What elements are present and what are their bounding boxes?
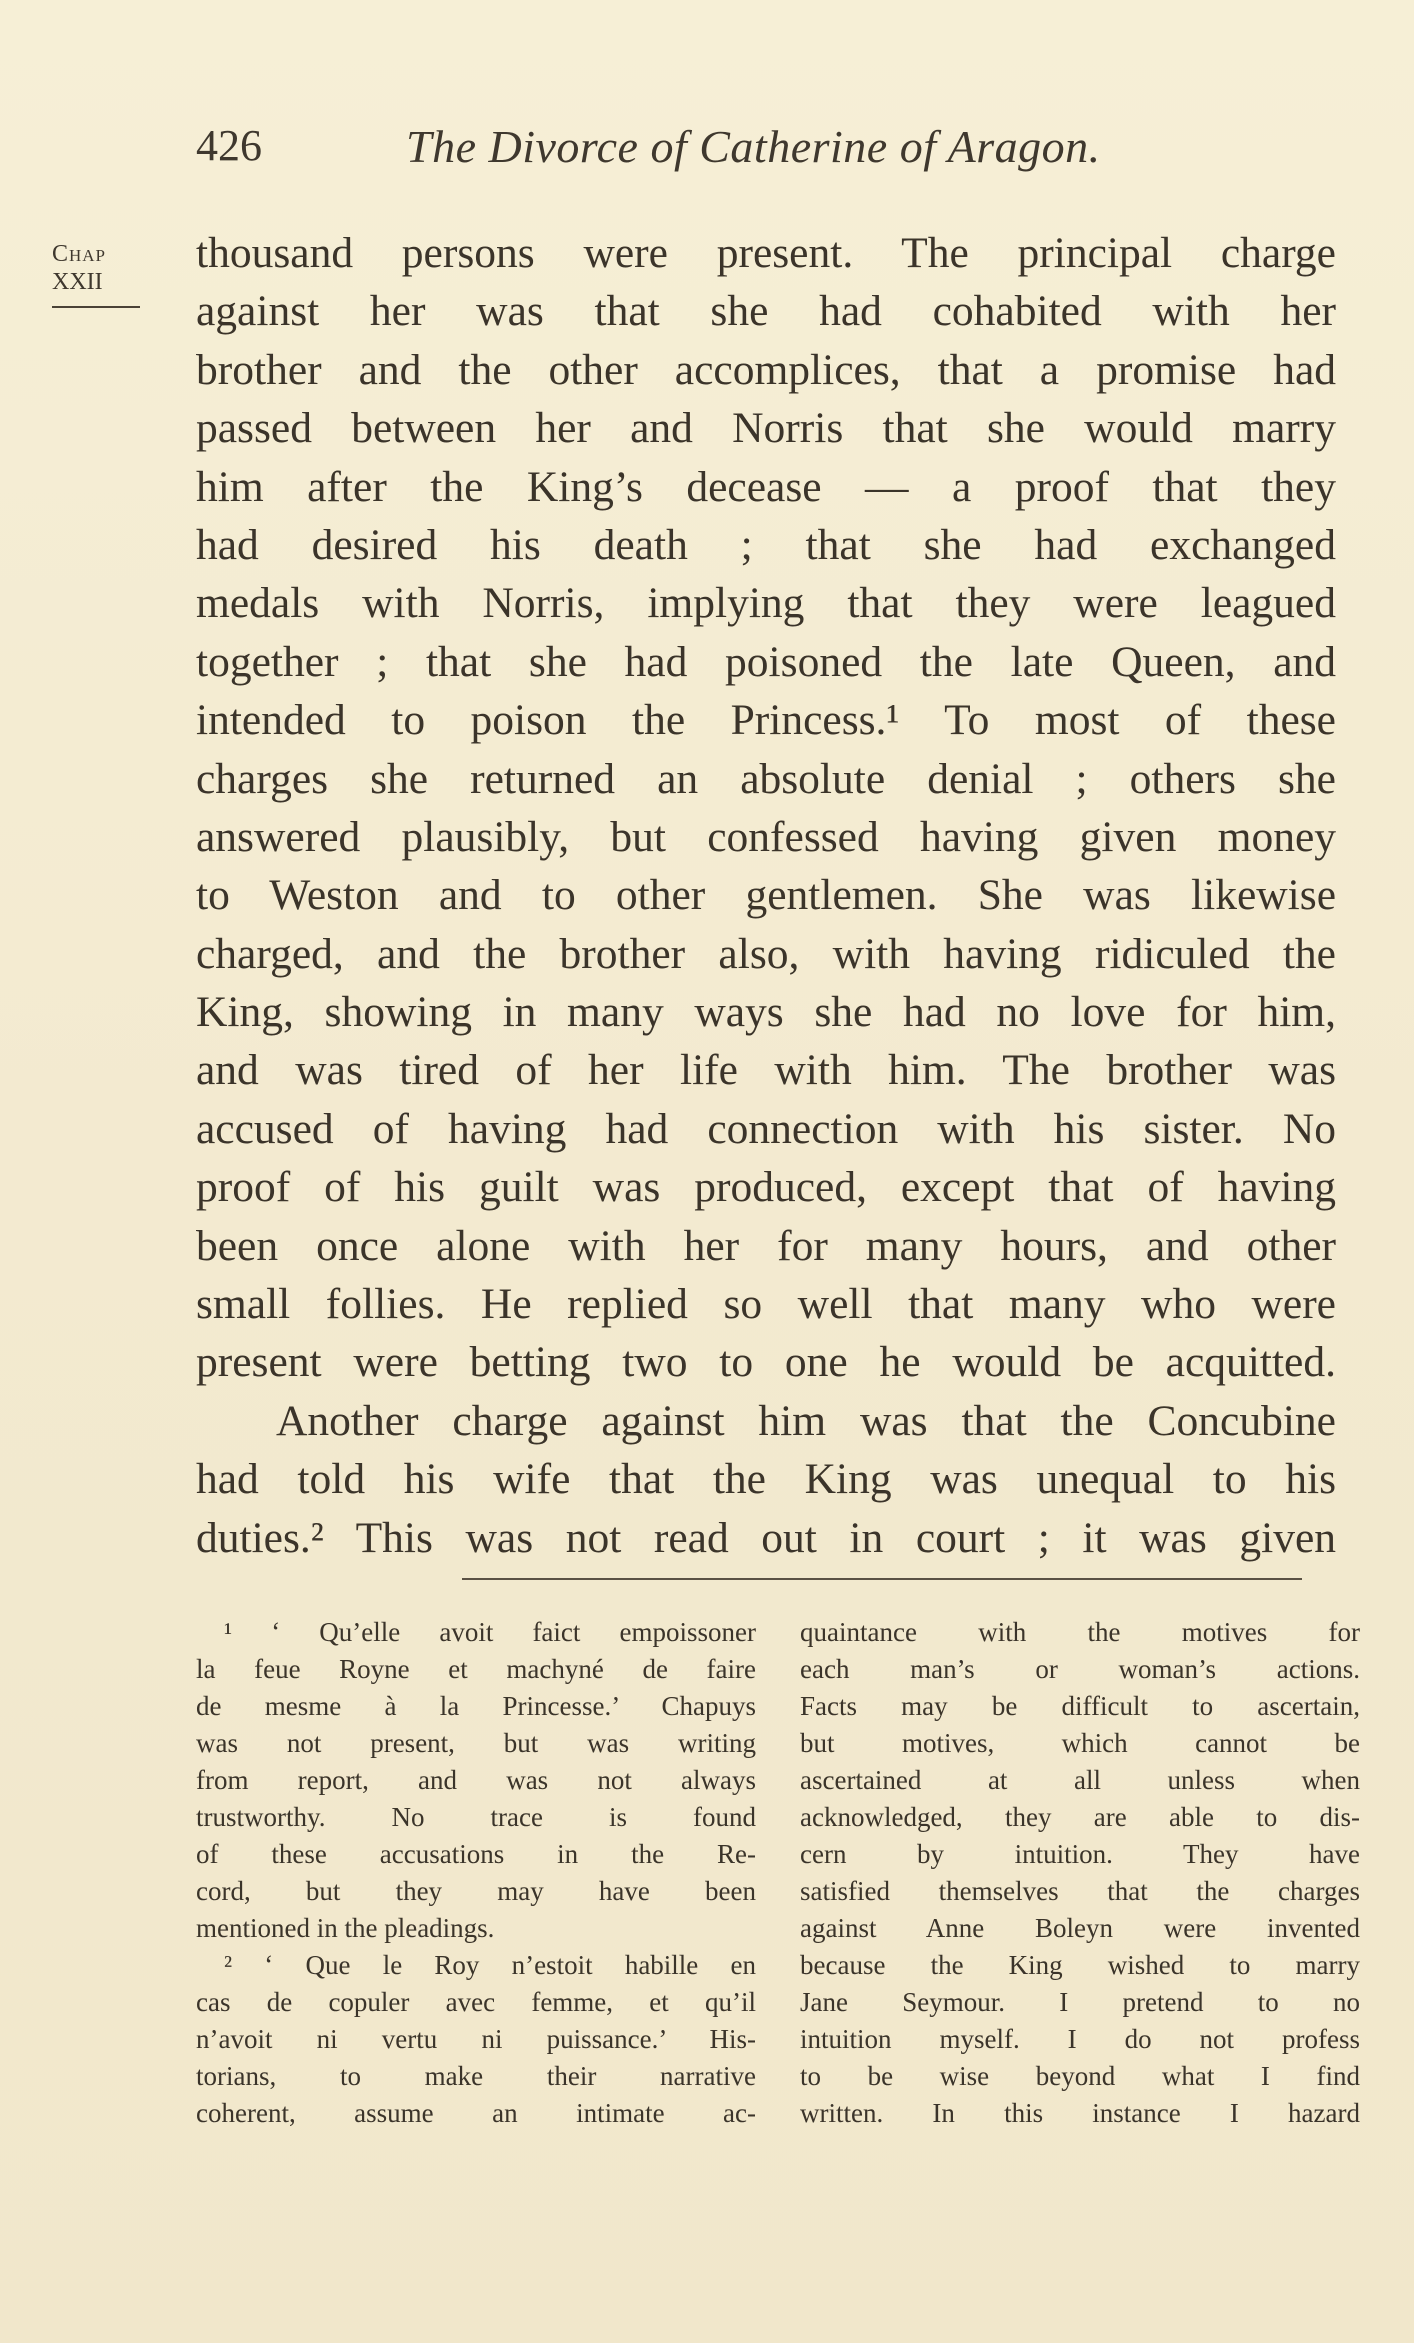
- body-line: King, showing in many ways she had no love for him,: [196, 988, 1336, 1037]
- footnote-line: trustworthy. No trace is found: [196, 1802, 756, 1832]
- footnote-line: each man’s or woman’s actions.: [800, 1654, 1360, 1684]
- footnote-line: n’avoit ni vertu ni puissance.’ His-: [196, 2024, 756, 2054]
- footnote-line: de mesme à la Princesse.’ Chapuys: [196, 1691, 756, 1721]
- footnote-line: against Anne Boleyn were invented: [800, 1913, 1360, 1943]
- footnote-line: ¹ ‘ Qu’elle avoit faict empoissoner: [224, 1617, 756, 1647]
- body-line: him after the King’s decease — a proof that they: [196, 462, 1336, 511]
- footnote-line: la feue Royne et machyné de faire: [196, 1654, 756, 1684]
- footnote-line: quaintance with the motives for: [800, 1617, 1360, 1647]
- chapter-margin-note: [52, 240, 144, 308]
- body-line: brother and the other accomplices, that a promise had: [196, 345, 1336, 394]
- footnote-line: cas de copuler avec femme, et qu’il: [196, 1987, 756, 2017]
- footnote-line: torians, to make their narrative: [196, 2061, 756, 2091]
- footnote-line: cord, but they may have been: [196, 1876, 756, 1906]
- body-line: charged, and the brother also, with having ridiculed the: [196, 929, 1336, 978]
- body-line: medals with Norris, implying that they were leagued: [196, 579, 1336, 628]
- footnote-line: intuition myself. I do not profess: [800, 2024, 1360, 2054]
- body-line: had desired his death ; that she had exchanged: [196, 520, 1336, 569]
- footnote-line: was not present, but was writing: [196, 1728, 756, 1758]
- body-line: been once alone with her for many hours, and other: [196, 1221, 1336, 1270]
- footnote-line: to be wise beyond what I find: [800, 2061, 1360, 2091]
- footnote-line: from report, and was not always: [196, 1765, 756, 1795]
- chapter-number: XXII: [52, 269, 103, 295]
- footnote-line: because the King wished to marry: [800, 1950, 1360, 1980]
- body-line: small follies. He replied so well that many who were: [196, 1280, 1336, 1329]
- body-text: [196, 224, 1336, 1567]
- footnote-line: ascertained at all unless when: [800, 1765, 1360, 1795]
- footnote-line: cern by intuition. They have: [800, 1839, 1360, 1869]
- body-line: to Weston and to other gentlemen. She was likewise: [196, 871, 1336, 920]
- body-line: thousand persons were present. The principal charge: [196, 229, 1336, 277]
- body-line: Another charge against him was that the Concubine: [276, 1396, 1336, 1445]
- footnote-line: of these accusations in the Re-: [196, 1839, 756, 1869]
- page-header: [196, 120, 1326, 190]
- footnote-column-left: [196, 1614, 756, 2132]
- footnote-line: coherent, assume an intimate ac-: [196, 2098, 756, 2128]
- body-line: duties.² This was not read out in court ; it was given: [196, 1513, 1336, 1562]
- running-title: The Divorce of Catherine of Aragon.: [406, 121, 1101, 172]
- footnote-line: mentioned in the pleadings.: [196, 1913, 495, 1943]
- footnote-line: written. In this instance I hazard: [800, 2098, 1360, 2128]
- footnote-column-right: [800, 1614, 1360, 2132]
- body-line: passed between her and Norris that she would marry: [196, 404, 1336, 453]
- body-line: proof of his guilt was produced, except that of having: [196, 1163, 1336, 1212]
- footnote-line: satisfied themselves that the charges: [800, 1876, 1360, 1906]
- body-line: answered plausibly, but confessed having given money: [196, 812, 1336, 861]
- footnote-line: but motives, which cannot be: [800, 1728, 1360, 1758]
- body-line: accused of having had connection with his sister. No: [196, 1104, 1336, 1153]
- body-line: and was tired of her life with him. The brother was: [196, 1046, 1336, 1095]
- chapter-label: Chap: [52, 241, 107, 267]
- body-line: had told his wife that the King was unequal to his: [196, 1455, 1336, 1504]
- body-line: together ; that she had poisoned the late Queen, and: [196, 637, 1336, 686]
- body-line: present were betting two to one he would be acquitted.: [196, 1338, 1336, 1387]
- footnote-line: acknowledged, they are able to dis-: [800, 1802, 1360, 1832]
- footnote-line: Facts may be difficult to ascertain,: [800, 1691, 1360, 1721]
- footnote-line: ² ‘ Que le Roy n’estoit habille en: [224, 1950, 756, 1980]
- footnote-line: Jane Seymour. I pretend to no: [800, 1987, 1360, 2017]
- page-number: 426: [196, 121, 262, 170]
- body-line: charges she returned an absolute denial ; others she: [196, 754, 1336, 803]
- body-line: intended to poison the Princess.¹ To most of these: [196, 696, 1336, 745]
- margin-rule: [52, 306, 140, 308]
- body-line: against her was that she had cohabited with her: [196, 287, 1336, 336]
- footnote-rule: [462, 1578, 1302, 1580]
